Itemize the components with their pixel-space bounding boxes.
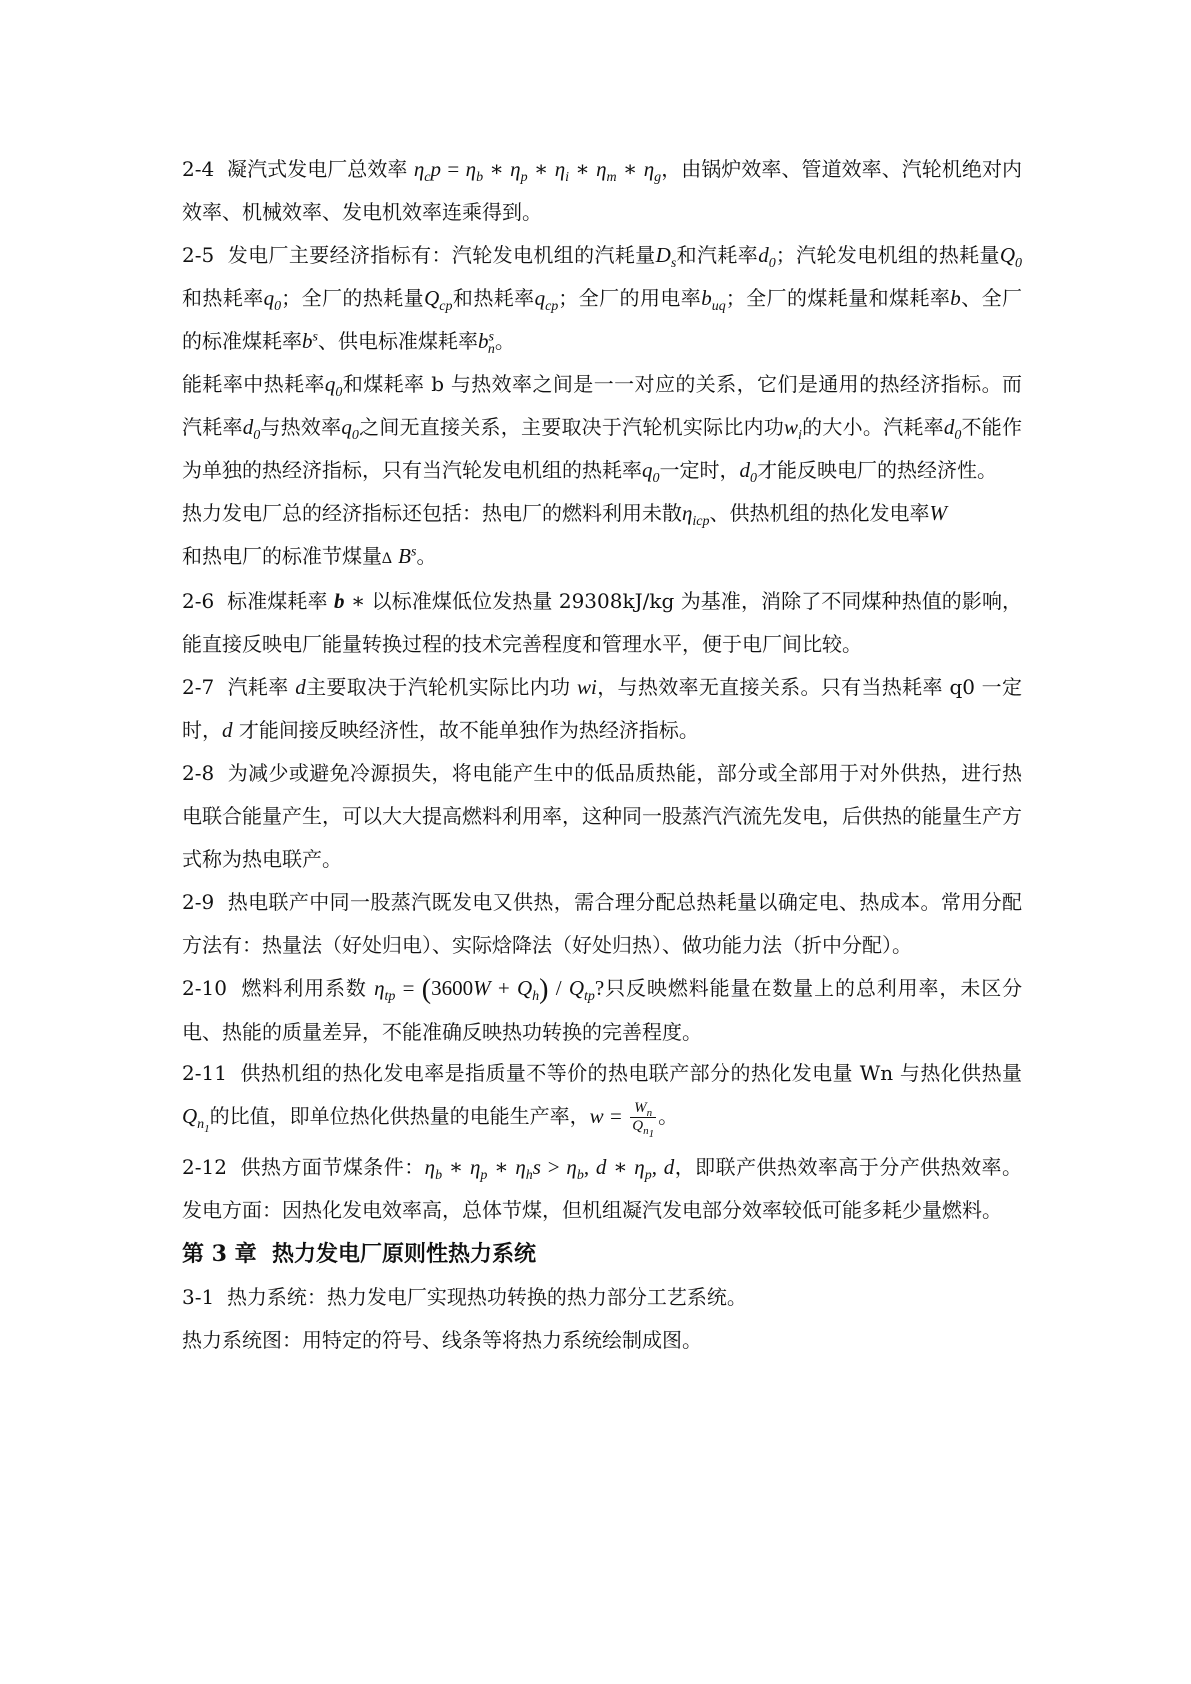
fuel-utilization-formula: $\eta_{tp} = (3600W + Q_h) / Q_{tp}$ bbox=[374, 974, 595, 1005]
chapter-number: 第 3 章 bbox=[182, 1241, 257, 1267]
paragraph-2-5-overall-indicators: 热力发电厂总的经济指标还包括：热电厂的燃料利用未散$\eta_{icp}$、供热机组的热化发电率W 和热电厂的标准节煤量∆ $B^s$。 bbox=[182, 501, 948, 568]
item-label: 2-4 bbox=[182, 157, 215, 181]
paragraph-2-9: 2-9 热电联产中同一股蒸汽既发电又供热，需合理分配总热耗量以确定电、热成本。常用分配方法有：热量法（好处归电）、实际焓降法（好处归热）、做功能力法（折中分配）。 bbox=[182, 890, 1022, 957]
paragraph-2-5: 2-5 发电厂主要经济指标有：汽轮发电机组的汽耗量$D_s$和汽耗率$d_0$；汽轮发电机组的热耗量$Q_0$和热耗率$q_0$；全厂的热耗量$Q_{cp}$和热耗率$q_{cp}$；全厂的用电率$b_{uq}$；全厂的煤耗量和煤耗率b、全厂的标准煤耗率$b^s$、供电标准煤耗率$b^s_n$。 bbox=[182, 243, 1023, 357]
chapter-3-heading bbox=[182, 1232, 1022, 1276]
paragraph-2-12: 2-12 供热方面节煤条件：$\eta_b$ ∗ $\eta_p$ ∗ $\eta_hs > \eta_b$, d ∗ $\eta_p$, d，即联产供热效率高于分产供热效率。发电方面：因热化发电效率高，总体节煤，但机组凝汽发电部分效率较低可能多耗少量燃料。 bbox=[182, 1155, 1022, 1222]
item-label: 2-11 bbox=[182, 1061, 227, 1085]
item-label: 2-12 bbox=[182, 1155, 227, 1179]
item-label: 2-6 bbox=[182, 589, 215, 613]
item-label: 2-7 bbox=[182, 675, 215, 699]
paragraph-2-8: 2-8 为减少或避免冷源损失，将电能产生中的低品质热能，部分或全部用于对外供热，进行热电联合能量产生，可以大大提高燃料利用率，这种同一股蒸汽汽流先发电，后供热的能量生产方式称为热电联产。 bbox=[182, 761, 1022, 871]
page-content bbox=[182, 148, 1022, 1362]
heat-power-ratio-fraction: $\frac{W_n}{Q_{n_1}}$ bbox=[632, 1100, 655, 1141]
coal-saving-condition-formula: $\eta_b$ ∗ $\eta_p$ ∗ $\eta_hs > \eta_b$, d ∗ $\eta_p$, d bbox=[424, 1155, 675, 1183]
paragraph-2-5-energy-rates: 能耗率中热耗率$q_0$和煤耗率 b 与热效率之间是一一对应的关系，它们是通用的热经济指标。而汽耗率$d_0$与热效率$q_0$之间无直接关系，主要取决于汽轮机实际比内功$w_i$的大小。汽耗率$d_0$不能作为单独的热经济指标，只有当汽轮发电机组的热耗率$q_0$一定时，$d_0$才能反映电厂的热经济性。 bbox=[182, 372, 1023, 486]
item-label: 2-8 bbox=[182, 761, 215, 785]
paragraph-2-4: 2-4 凝汽式发电厂总效率 $\eta_cp = \eta_b$ ∗ $\eta_p$ ∗ $\eta_i$ ∗ $\eta_m$ ∗ $\eta_g$，由锅炉效率、管道效率、汽轮机绝对内效率、机械效率、发电机效率连乘得到。 bbox=[182, 157, 1022, 224]
item-label: 2-9 bbox=[182, 890, 215, 914]
paragraph-3-1: 3-1 热力系统：热力发电厂实现热功转换的热力部分工艺系统。 bbox=[182, 1285, 747, 1309]
total-efficiency-formula: $\eta_cp = \eta_b$ ∗ $\eta_p$ ∗ $\eta_i$ ∗ $\eta_m$ ∗ $\eta_g$ bbox=[413, 157, 662, 185]
paragraph-2-11: 2-11 供热机组的热化发电率是指质量不等价的热电联产部分的热化发电量 Wn 与热化供热量$Q_{n_1}$的比值，即单位热化供热量的电能生产率，w = $\frac{W_n}{Q_{n_1}}$ 。 bbox=[182, 1061, 1022, 1141]
paragraph-2-6: 2-6 标准煤耗率 b ∗ 以标准煤低位发热量 29308kJ/kg 为基准，消除了不同煤种热值的影响，能直接反映电厂能量转换过程的技术完善程度和管理水平，便于电厂间比较。 bbox=[182, 589, 1023, 656]
chapter-title: 热力发电厂原则性热力系统 bbox=[271, 1241, 536, 1267]
item-label: 2-10 bbox=[182, 976, 227, 1000]
item-label: 2-5 bbox=[182, 243, 215, 267]
paragraph-3-1-diagram: 热力系统图：用特定的符号、线条等将热力系统绘制成图。 bbox=[182, 1328, 702, 1352]
paragraph-2-7: 2-7 汽耗率 d主要取决于汽轮机实际比内功 wi，与热效率无直接关系。只有当热耗率 q0 一定时，d 才能间接反映经济性，故不能单独作为热经济指标。 bbox=[182, 675, 1023, 742]
item-label: 3-1 bbox=[182, 1285, 215, 1309]
paragraph-2-10: 2-10 燃料利用系数 $\eta_{tp} = (3600W + Q_h) / Q_{tp}$?只反映燃料能量在数量上的总利用率，未区分电、热能的质量差异，不能准确反映热功转换的完善程度。 bbox=[182, 974, 1023, 1044]
